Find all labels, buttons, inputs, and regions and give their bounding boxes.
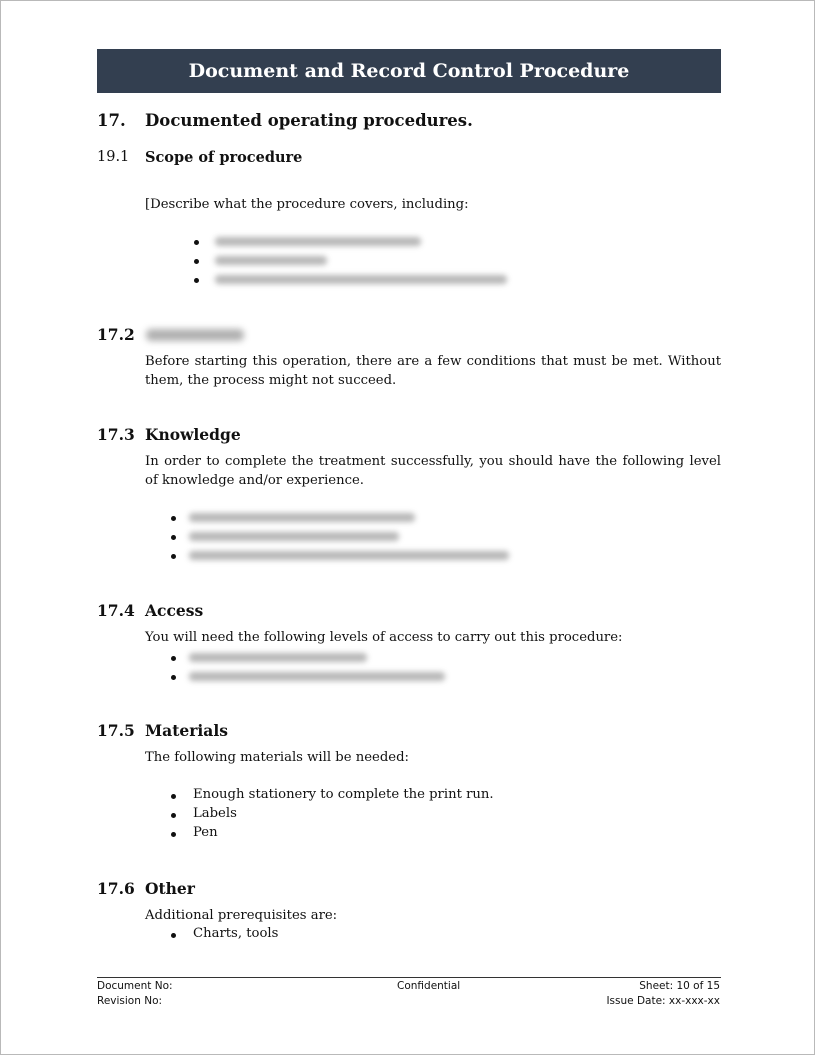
bullet-icon — [194, 240, 199, 245]
materials-list-item: Enough stationery to complete the print run. — [193, 787, 494, 802]
subsection-title: Knowledge — [145, 425, 241, 444]
bullet-icon — [194, 259, 199, 264]
document-title-banner — [97, 49, 721, 93]
footer-sheet-number: Sheet: 10 of 15 — [639, 980, 720, 992]
bullet-icon — [171, 535, 176, 540]
bullet-icon — [171, 554, 176, 559]
subsection-title: Other — [145, 879, 195, 898]
knowledge-text: In order to complete the treatment successfully, you should have the following level of knowledge and/or experience. — [145, 454, 721, 488]
bullet-icon — [171, 813, 176, 818]
subsection-title: Access — [145, 601, 204, 620]
scope-intro-text: [Describe what the procedure covers, including: — [145, 197, 469, 212]
subsection-number: 17.3 — [97, 425, 135, 444]
footer-revision-no: Revision No: — [97, 995, 163, 1007]
subsection-title: Materials — [145, 721, 228, 740]
subsection-number: 19.1 — [97, 149, 130, 165]
subsection-number: 17.5 — [97, 721, 135, 740]
materials-list-item: Labels — [193, 806, 237, 821]
subsection-title: Scope of procedure — [145, 149, 303, 166]
subsection-number: 17.6 — [97, 879, 135, 898]
bullet-icon — [171, 516, 176, 521]
bullet-icon — [171, 675, 176, 680]
footer-document-no: Document No: — [97, 980, 173, 992]
redacted-list-item — [215, 256, 327, 265]
materials-text: The following materials will be needed: — [145, 750, 409, 765]
bullet-icon — [171, 933, 176, 938]
redacted-subsection-title — [146, 329, 244, 341]
footer-issue-date: Issue Date: xx-xxx-xx — [606, 995, 720, 1007]
access-text: You will need the following levels of access to carry out this procedure: — [145, 630, 623, 645]
other-list-item: Charts, tools — [193, 926, 279, 941]
redacted-list-item — [189, 653, 367, 662]
bullet-icon — [171, 794, 176, 799]
redacted-list-item — [189, 551, 509, 560]
prerequisites-text: Before starting this operation, there are a few conditions that must be met. Without them, the process might not succeed. — [145, 354, 721, 388]
footer-divider — [97, 977, 721, 978]
redacted-list-item — [215, 237, 421, 246]
redacted-list-item — [189, 532, 399, 541]
subsection-number: 17.2 — [97, 325, 135, 344]
materials-list-item: Pen — [193, 825, 218, 840]
bullet-icon — [194, 278, 199, 283]
bullet-icon — [171, 656, 176, 661]
redacted-list-item — [189, 513, 415, 522]
redacted-list-item — [215, 275, 507, 284]
other-text: Additional prerequisites are: — [145, 908, 338, 923]
redacted-list-item — [189, 672, 445, 681]
section-number: 17. — [97, 111, 126, 130]
section-title: Documented operating procedures. — [145, 111, 473, 130]
document-title: Document and Record Control Procedure — [188, 60, 630, 82]
footer-confidential: Confidential — [397, 980, 461, 992]
bullet-icon — [171, 832, 176, 837]
subsection-number: 17.4 — [97, 601, 135, 620]
